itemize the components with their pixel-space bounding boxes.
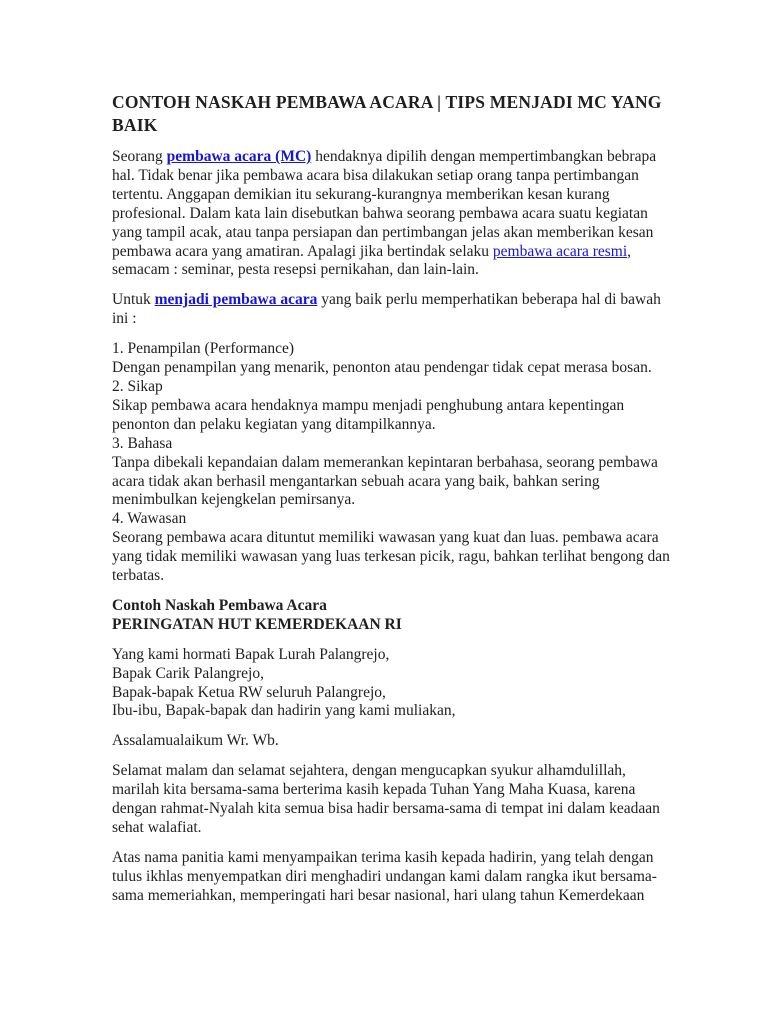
text-segment: 3. Bahasa <box>112 434 173 452</box>
text-line <box>112 819 656 838</box>
text-line <box>112 684 656 703</box>
text-line <box>112 849 656 868</box>
page-title <box>112 91 662 137</box>
text-line <box>112 261 656 280</box>
text-segment: acara tidak akan berhasil mengantarkan sebuah acara yang baik, bahkan sering <box>112 472 600 490</box>
text-line <box>112 887 656 906</box>
text-segment: 2. Sikap <box>112 377 163 395</box>
thanks-paragraph <box>112 849 656 906</box>
text-segment: Seorang pembawa acara dituntut memiliki wawasan yang kuat dan luas. pembawa acara <box>112 529 659 547</box>
text-segment: tertentu. Anggapan demikian itu sekurang-kurangnya memberikan kesan kurang <box>112 185 610 203</box>
text-line <box>112 205 656 224</box>
text-segment: Tanpa dibekali kepandaian dalam memerankan kepintaran berbahasa, seorang pembawa <box>112 453 658 471</box>
text-segment: Atas nama panitia kami menyampaikan terima kasih kepada hadirin, yang telah dengan <box>112 848 654 866</box>
text-line <box>112 529 659 548</box>
text-line <box>112 567 656 586</box>
greeting-line <box>112 732 656 751</box>
text-segment: profesional. Dalam kata lain disebutkan bahwa seorang pembawa acara suatu kegiatan <box>112 204 648 222</box>
text-segment: 1. Penampilan (Performance) <box>112 340 295 358</box>
intro-paragraph <box>112 148 656 280</box>
text-line <box>112 114 656 137</box>
text-line <box>112 762 656 781</box>
text-line <box>112 340 656 359</box>
text-segment: Seorang <box>112 148 167 165</box>
text-line <box>112 548 670 567</box>
text-segment: sama memeriahkan, memperingati hari besar nasional, hari ulang tahun Kemerdekaan <box>112 886 645 904</box>
text-segment: hendaknya dipilih dengan mempertimbangkan bebrapa <box>311 148 657 165</box>
text-segment: Sikap pembawa acara hendaknya mampu menjadi penghubung antara kepentingan <box>112 396 625 414</box>
text-line <box>112 91 662 114</box>
text-segment: menimbulkan kejengkelan pemirsanya. <box>112 491 356 509</box>
text-line <box>112 800 660 819</box>
text-line <box>112 186 656 205</box>
text-segment: dengan rahmat-Nyalah kita semua bisa hadir bersama-sama di tempat ini dalam keadaan <box>112 800 660 818</box>
text-line <box>112 781 656 800</box>
text-segment: , <box>627 242 632 260</box>
text-line <box>112 416 656 435</box>
section-heading <box>112 597 656 635</box>
link-pembawa-acara-resmi[interactable]: pembawa acara resmi <box>492 242 628 260</box>
text-segment: Yang kami hormati Bapak Lurah Palangrejo, <box>112 645 390 663</box>
text-segment: Contoh Naskah Pembawa Acara <box>112 596 327 614</box>
tips-list <box>112 340 670 586</box>
text-segment: hal. Tidak benar jika pembawa acara bisa dilakukan setiap orang tanpa pertimbangan <box>112 166 639 184</box>
text-segment: Untuk <box>112 291 155 309</box>
link-pembawa-acara-mc[interactable]: pembawa acara (MC) <box>166 148 312 165</box>
text-segment: tulus ikhlas menyempatkan diri menghadiri undangan kami dalam rangka ikut bersama- <box>112 867 657 885</box>
text-segment: Ibu-ibu, Bapak-bapak dan hadirin yang kami muliakan, <box>112 702 456 720</box>
text-segment: Bapak-bapak Ketua RW seluruh Palangrejo, <box>112 683 386 701</box>
text-line <box>112 646 656 665</box>
text-segment: terbatas. <box>112 567 165 585</box>
salutation-list <box>112 646 656 722</box>
text-line <box>112 167 656 186</box>
link-menjadi-pembawa-acara[interactable]: menjadi pembawa acara <box>154 291 318 309</box>
text-segment: yang tampil acak, atau tanpa persiapan dan pertimbangan jelas akan memberikan kesan <box>112 223 654 241</box>
text-segment: Selamat malam dan selamat sejahtera, dengan mengucapkan syukur alhamdulillah, <box>112 762 626 780</box>
text-segment: yang tidak memiliki wawasan yang luas terkesan picik, ragu, bahkan terlihat bengong dan <box>112 548 670 566</box>
text-line <box>112 616 656 635</box>
text-segment: CONTOH NASKAH PEMBAWA ACARA | TIPS MENJADI MC YANG <box>112 92 662 112</box>
text-segment: sehat walafiat. <box>112 819 202 836</box>
text-line <box>112 732 656 751</box>
text-segment: penonton dan pelaku kegiatan yang ditampilkannya. <box>112 415 436 433</box>
text-line <box>112 148 656 167</box>
text-line <box>112 868 656 887</box>
text-line <box>112 597 656 616</box>
text-line <box>112 310 656 329</box>
text-line <box>112 665 656 684</box>
text-segment: Assalamualaikum Wr. Wb. <box>112 732 279 750</box>
text-line <box>112 243 656 262</box>
text-line <box>112 378 656 397</box>
text-segment: Dengan penampilan yang menarik, penonton atau pendengar tidak cepat merasa bosan. <box>112 359 652 377</box>
text-segment: semacam : seminar, pesta resepsi pernikahan, dan lain-lain. <box>112 261 479 279</box>
text-line <box>112 510 656 529</box>
untuk-paragraph <box>112 291 661 329</box>
text-line <box>112 435 656 454</box>
text-line <box>112 359 656 378</box>
text-line <box>112 454 656 473</box>
text-segment: 4. Wawasan <box>112 510 187 528</box>
text-line <box>112 473 656 492</box>
text-line <box>112 397 656 416</box>
text-line <box>112 491 656 510</box>
text-segment: marilah kita bersama-sama berterima kasih kepada Tuhan Yang Maha Kuasa, karena <box>112 781 636 799</box>
text-segment: ini : <box>112 310 137 328</box>
text-segment: yang baik perlu memperhatikan beberapa hal di bawah <box>317 291 661 309</box>
text-line <box>112 291 661 310</box>
opening-paragraph <box>112 762 660 838</box>
text-segment: pembawa acara yang amatiran. Apalagi jika bertindak selaku <box>112 242 493 260</box>
text-segment: PERINGATAN HUT KEMERDEKAAN RI <box>112 615 402 633</box>
text-line <box>112 702 656 721</box>
text-line <box>112 224 656 243</box>
text-segment: BAIK <box>112 115 158 135</box>
text-segment: Bapak Carik Palangrejo, <box>112 664 264 682</box>
